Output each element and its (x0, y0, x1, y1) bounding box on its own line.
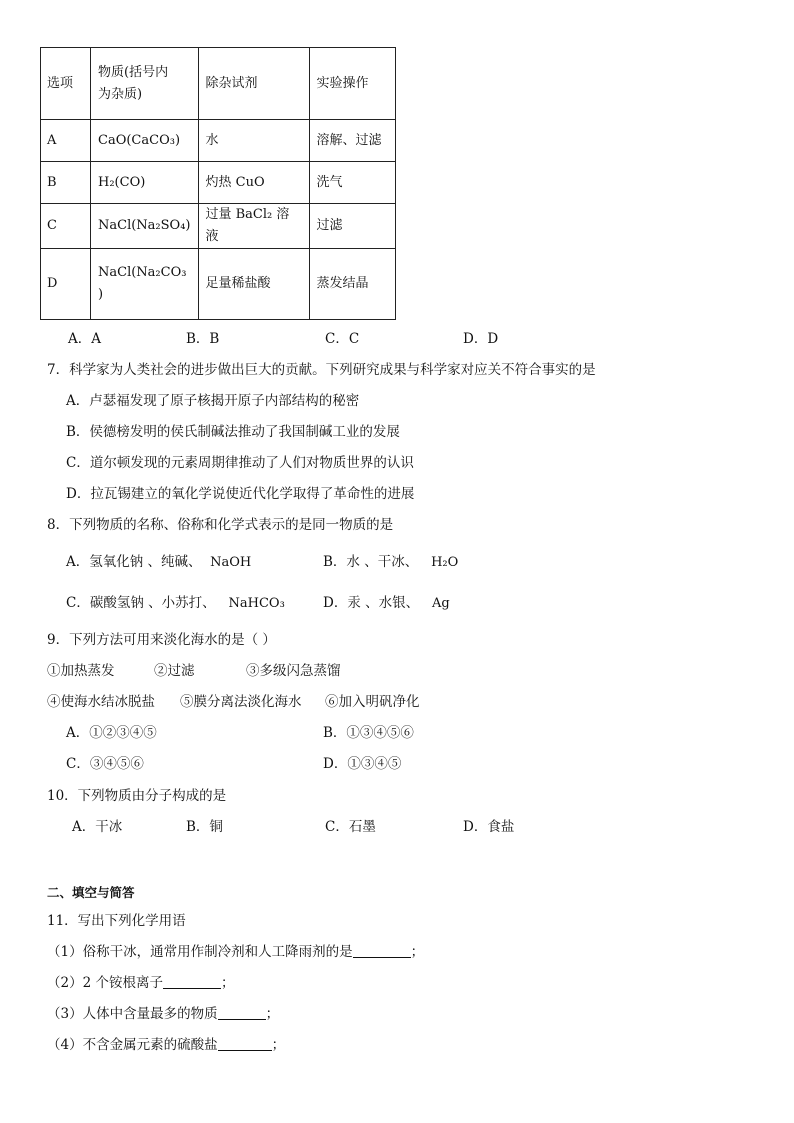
header-substance (91, 48, 199, 120)
q11-item-4-end: ； (271, 1037, 286, 1053)
q10-stem: 10．下列物质由分子构成的是 (47, 788, 227, 804)
q8-choice-c (66, 594, 285, 613)
row-option: D (41, 249, 91, 320)
row-substance (91, 249, 199, 320)
q9-choice-b: B．①③④⑤⑥ (323, 725, 414, 741)
impurity-removal-table (40, 47, 396, 320)
q9-method-6: ⑥加入明矾净化 (325, 694, 420, 710)
q6-choice-c: C．C (325, 331, 360, 347)
q11-item-1 (47, 943, 424, 961)
q8-stem: 8．下列物质的名称、俗称和化学式表示的是同一物质的是 (47, 517, 394, 533)
table-row (41, 249, 396, 320)
table-row (41, 162, 396, 204)
answer-blank-1[interactable] (353, 943, 411, 958)
row-reagent: 足量稀盐酸 (198, 249, 309, 320)
row-reagent: 灼热 CuO (198, 162, 309, 204)
q8-choice-d-formula: Ag (432, 596, 450, 611)
q7-choice-d: D．拉瓦锡建立的氧化学说使近代化学取得了革命性的进展 (66, 486, 415, 502)
table-row (41, 120, 396, 162)
q8-choice-a-label: A．氢氧化钠 、纯碱、 (66, 554, 202, 570)
q11-item-3-end: ； (265, 1006, 280, 1022)
q11-item-3 (47, 1005, 279, 1023)
q6-choice-b: B．B (186, 331, 220, 347)
q11-item-1-text: （1）俗称干冰，通常用作制冷剂和人工降雨剂的是 (47, 944, 353, 960)
q8-choice-b-formula: H₂O (431, 555, 459, 570)
q9-method-4: ④使海水结冰脱盐 (47, 694, 155, 710)
q8-choice-b (323, 553, 458, 572)
q6-choice-d: D．D (463, 331, 499, 347)
q6-choice-a: A．A (68, 331, 101, 347)
row-option: B (41, 162, 91, 204)
row-substance: CaO(CaCO₃) (91, 120, 199, 162)
q11-item-1-end: ； (410, 944, 425, 960)
q10-choice-a: A．干冰 (72, 819, 123, 835)
q11-item-2 (47, 974, 234, 992)
answer-blank-2[interactable] (163, 974, 221, 989)
q7-choice-b: B．侯德榜发明的侯氏制碱法推动了我国制碱工业的发展 (66, 424, 400, 440)
q8-choice-b-label: B．水 、干冰、 (323, 554, 419, 570)
answer-blank-3[interactable] (218, 1005, 266, 1020)
table-row (41, 204, 396, 249)
q11-item-3-text: （3）人体中含量最多的物质 (47, 1006, 218, 1022)
header-operation: 实验操作 (309, 48, 395, 120)
q9-choice-a: A．①②③④⑤ (66, 725, 157, 741)
answer-blank-4[interactable] (218, 1036, 272, 1051)
row-substance: NaCl(Na₂SO₄) (91, 204, 199, 249)
row-substance-line1: NaCl(Na₂CO₃ (98, 265, 187, 280)
q7-choice-c: C．道尔顿发现的元素周期律推动了人们对物质世界的认识 (66, 455, 414, 471)
row-substance-line2: ) (98, 287, 104, 302)
row-reagent: 水 (198, 120, 309, 162)
header-reagent: 除杂试剂 (198, 48, 309, 120)
q11-item-2-end: ； (220, 975, 235, 991)
q10-choice-b: B．铜 (186, 819, 223, 835)
row-operation: 溶解、过滤 (309, 120, 395, 162)
q9-method-2: ②过滤 (154, 663, 195, 679)
q11-item-4-text: （4）不含金属元素的硫酸盐 (47, 1037, 218, 1053)
row-option: C (41, 204, 91, 249)
q11-stem: 11．写出下列化学用语 (47, 913, 186, 929)
q8-choice-c-formula: NaHCO₃ (228, 596, 285, 611)
header-substance-line2: 为杂质) (98, 86, 143, 102)
q11-item-4 (47, 1036, 285, 1054)
q11-item-2-text: （2）2 个铵根离子 (47, 975, 163, 991)
q9-method-3: ③多级闪急蒸馏 (246, 663, 341, 679)
header-option: 选项 (41, 48, 91, 120)
table-header-row (41, 48, 396, 120)
row-operation: 洗气 (309, 162, 395, 204)
q7-choice-a: A．卢瑟福发现了原子核揭开原子内部结构的秘密 (66, 393, 360, 409)
q8-choice-d (323, 594, 450, 613)
q9-method-1: ①加热蒸发 (47, 663, 115, 679)
q8-choice-a-formula: NaOH (210, 555, 252, 570)
section-title: 二、填空与简答 (47, 885, 135, 900)
q8-choice-c-label: C．碳酸氢钠 、小苏打、 (66, 595, 216, 611)
header-substance-line1: 物质(括号内 (98, 64, 169, 80)
row-option: A (41, 120, 91, 162)
q9-choice-d: D．①③④⑤ (323, 756, 402, 772)
row-operation: 蒸发结晶 (309, 249, 395, 320)
q10-choice-c: C．石墨 (325, 819, 376, 835)
q7-stem: 7．科学家为人类社会的进步做出巨大的贡献。下列研究成果与科学家对应关不符合事实的是 (47, 362, 596, 378)
q9-choice-c: C．③④⑤⑥ (66, 756, 144, 772)
q9-method-5: ⑤膜分离法淡化海水 (180, 694, 302, 710)
q8-choice-a (66, 553, 251, 572)
q10-choice-d: D．食盐 (463, 819, 515, 835)
q9-stem: 9．下列方法可用来淡化海水的是（ ） (47, 632, 276, 648)
row-reagent: 过量 BaCl₂ 溶液 (198, 204, 309, 249)
q8-choice-d-label: D．汞 、水银、 (323, 595, 420, 611)
row-substance: H₂(CO) (91, 162, 199, 204)
row-operation: 过滤 (309, 204, 395, 249)
